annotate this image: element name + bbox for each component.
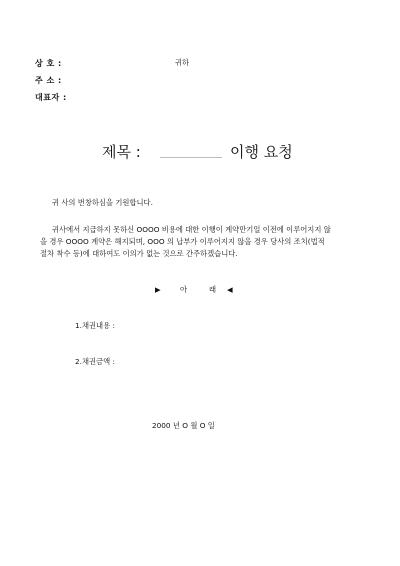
representative-label: 대표자 : bbox=[35, 93, 67, 102]
greeting-text: 귀 사의 번창하심을 기원합니다. bbox=[52, 198, 153, 207]
title-underline bbox=[160, 157, 222, 158]
body-line-3: 절차 착수 등)에 대하여도 이의가 없는 것으로 간주하겠습니다. bbox=[40, 249, 238, 258]
recipient-suffix: 귀하 bbox=[175, 58, 190, 67]
notice-right-marker: ◀ bbox=[227, 285, 233, 294]
address-label: 주 소 : bbox=[35, 76, 62, 85]
date-text: 2000 년 O 월 O 일 bbox=[152, 421, 215, 430]
notice-left-marker: ▶ bbox=[155, 285, 161, 294]
item-claim-content: 1.채권내용 : bbox=[75, 321, 115, 330]
title-prefix: 제목 : bbox=[102, 143, 141, 161]
item-claim-amount: 2.채권금액 : bbox=[75, 357, 115, 366]
body-line-2: 을 경우 OOOO 계약은 해지되며, OOO 의 납부가 이루어지지 않을 경우 당사의 조치(법적 bbox=[40, 237, 325, 246]
company-label: 상 호 : bbox=[35, 59, 62, 68]
title-text: 이행 요청 bbox=[230, 143, 293, 161]
notice-a: 아 bbox=[180, 285, 188, 294]
notice-rae: 래 bbox=[209, 285, 217, 294]
body-line-1: 귀사에서 지급하지 못하신 OOOO 비용에 대한 이행이 계약만기일 이전에 이루어지지 않 bbox=[52, 225, 331, 234]
